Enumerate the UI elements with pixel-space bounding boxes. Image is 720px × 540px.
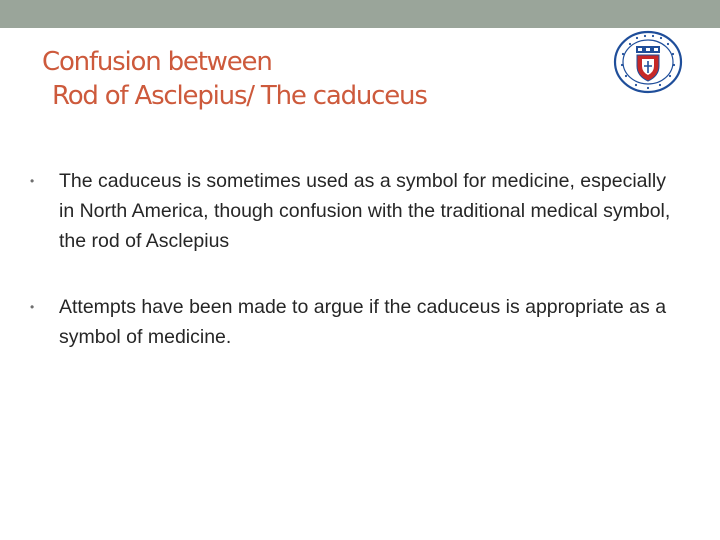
title-line-2: Rod of Asclepius/ The caduceus bbox=[52, 81, 427, 111]
slide-title bbox=[42, 45, 562, 113]
bullet-item bbox=[30, 292, 680, 352]
bullet-marker: • bbox=[30, 174, 35, 188]
bullet-item bbox=[30, 166, 680, 256]
university-seal-icon bbox=[612, 30, 684, 94]
bullet-text: The caduceus is sometimes used as a symbol for medicine, especially in North America, though confusion with the traditional medical symbol, the rod of Asclepius bbox=[59, 170, 671, 252]
bullet-text: Attempts have been made to argue if the caduceus is appropriate as a symbol of medicine. bbox=[59, 296, 667, 348]
top-accent-band bbox=[0, 0, 720, 28]
title-line-1: Confusion between bbox=[42, 47, 272, 77]
bullet-marker: • bbox=[30, 300, 35, 314]
bullet-list bbox=[30, 166, 680, 352]
